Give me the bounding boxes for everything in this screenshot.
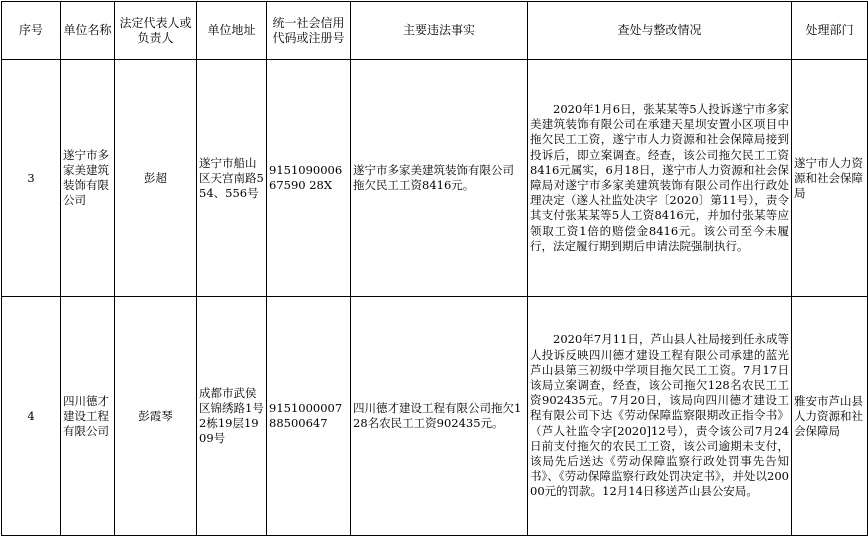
table-row bbox=[2, 297, 868, 536]
row-violation: 四川德才建设工程有限公司拖欠128名农民工工资902435元。 bbox=[351, 297, 528, 536]
row-address: 成都市武侯区锦绣路1号2栋19层1909号 bbox=[197, 297, 267, 536]
row-credit-code: 915109000667590 28X bbox=[267, 60, 351, 297]
violation-table bbox=[1, 1, 868, 536]
row-handling bbox=[528, 60, 792, 297]
row-handling bbox=[528, 297, 792, 536]
row-handling-text: 2020年1月6日，张某某等5人投诉遂宁市多家美建筑装饰有限公司在承建天星坝安置小区项目中拖欠民工工资，遂宁市人力资源和社会保障局接到投诉后，即立案调查。经查，该公司拖欠民工工资8416元属实，6月18日，遂宁市人力资源和社会保障局对遂宁市多家美建筑装饰有限公司作出行政处理决定（遂人社监处决字〔2020〕第11号），责令其支付张某某等5人工资8416元，并加付张某等应领取工资1倍的赔偿金8416元。该公司至今未履行，法定履行期到期后申请法院强制执行。 bbox=[530, 101, 789, 253]
header-unit-name: 单位名称 bbox=[61, 2, 115, 60]
row-credit-code: 915100000788500647 bbox=[267, 297, 351, 536]
header-legal-rep: 法定代表人或负责人 bbox=[115, 2, 197, 60]
row-seq: 3 bbox=[2, 60, 61, 297]
row-handling-text: 2020年7月11日，芦山县人社局接到任永成等人投诉反映四川德才建设工程有限公司承建的蓝光芦山县第三初级中学项目拖欠民工工资。7月17日该局立案调查，经查，该公司拖欠128名农民工工资902435元。7月20日，该局向四川德才建设工程有限公司下达《劳动保障监察限期改正指令书》（芦人社监令字[2020]12号），责令该公司7月24日前支付拖欠的农民工工资，该公司逾期未支付，该局先后送达《劳动保障监察行政处罚事先告知书》、《劳动保障监察行政处罚决定书》，并处以20000元的罚款。12月14日移送芦山县公安局。 bbox=[530, 332, 789, 499]
row-legal-rep: 彭霞琴 bbox=[115, 297, 197, 536]
row-dept: 遂宁市人力资源和社会保障局 bbox=[792, 60, 868, 297]
row-dept: 雅安市芦山县人力资源和社会保障局 bbox=[792, 297, 868, 536]
header-handling: 查处与整改情况 bbox=[528, 2, 792, 60]
row-unit-name: 四川德才建设工程有限公司 bbox=[61, 297, 115, 536]
header-violation: 主要违法事实 bbox=[351, 2, 528, 60]
row-legal-rep: 彭超 bbox=[115, 60, 197, 297]
row-address: 遂宁市船山区天宫南路554、556号 bbox=[197, 60, 267, 297]
row-unit-name: 遂宁市多家美建筑装饰有限公司 bbox=[61, 60, 115, 297]
row-seq: 4 bbox=[2, 297, 61, 536]
row-violation: 遂宁市多家美建筑装饰有限公司拖欠民工工资8416元。 bbox=[351, 60, 528, 297]
header-address: 单位地址 bbox=[197, 2, 267, 60]
header-row bbox=[2, 2, 868, 60]
header-dept: 处理部门 bbox=[792, 2, 868, 60]
table-row bbox=[2, 60, 868, 297]
header-seq: 序号 bbox=[2, 2, 61, 60]
header-credit-code: 统一社会信用代码或注册号 bbox=[267, 2, 351, 60]
